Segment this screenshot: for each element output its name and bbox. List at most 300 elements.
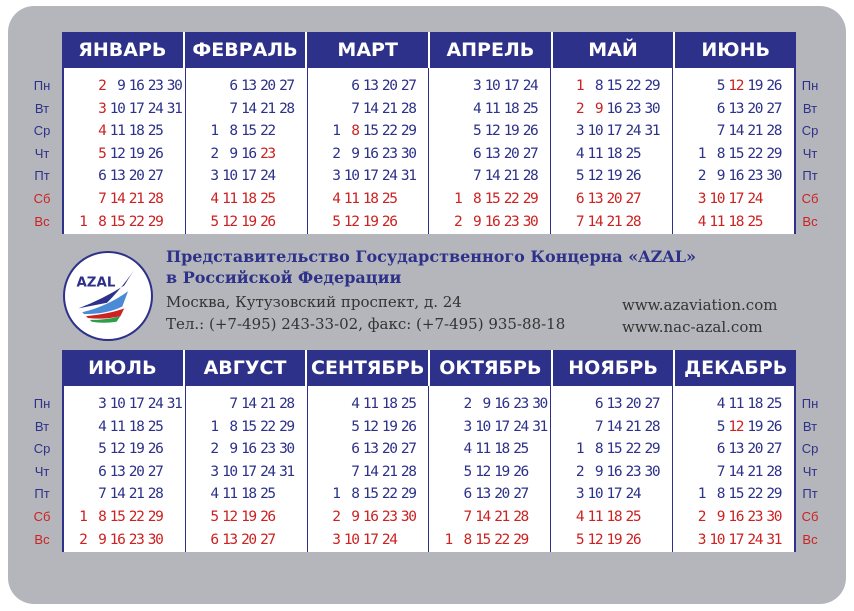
day-cell: 3 — [210, 168, 218, 185]
day-cell: 13 — [362, 441, 378, 458]
day-cell — [397, 529, 416, 552]
weekday-label: Пн — [801, 78, 819, 93]
day-cell: 4 — [210, 190, 218, 207]
day-cell: 19 — [128, 145, 144, 162]
day-cell: 8 — [463, 531, 471, 548]
day-cell: 18 — [494, 441, 509, 458]
day-cell: 11 — [484, 100, 500, 117]
day-cell: 23 — [381, 508, 397, 525]
day-cell — [321, 461, 340, 484]
week-row — [186, 120, 307, 143]
day-cell: 29 — [644, 441, 660, 458]
day-cell — [162, 120, 181, 143]
day-cell — [67, 438, 86, 461]
day-cell: 11 — [362, 396, 378, 412]
week-row — [551, 393, 672, 416]
day-cell: 21 — [606, 213, 622, 230]
day-cell: 6 — [98, 463, 106, 480]
day-cell: 13 — [728, 100, 744, 117]
day-cell: 29 — [766, 145, 782, 162]
month-header: ФЕВРАЛЬ — [185, 32, 308, 68]
day-cell: 29 — [147, 213, 163, 230]
day-cell: 13 — [109, 463, 125, 480]
week-row — [673, 438, 794, 461]
week-row — [64, 461, 185, 484]
week-row — [186, 416, 307, 439]
day-cell: 12 — [222, 213, 237, 230]
day-cell: 28 — [766, 123, 782, 140]
day-cell: 23 — [260, 441, 275, 458]
week-row — [673, 416, 794, 439]
day-cell: 9 — [351, 145, 359, 162]
day-cell — [397, 188, 416, 211]
weekday-label: Вт — [802, 100, 818, 116]
day-cell: 29 — [147, 508, 163, 525]
day-cell: 21 — [260, 100, 275, 117]
day-cell: 13 — [475, 486, 490, 503]
day-cell: 13 — [484, 145, 500, 162]
day-cell: 7 — [229, 100, 237, 117]
day-cell: 16 — [728, 508, 744, 525]
weekday-label: Чт — [34, 145, 50, 161]
day-cell: 21 — [381, 463, 397, 480]
day-cell: 27 — [279, 78, 294, 94]
week-row — [429, 211, 550, 234]
day-cell: 9 — [716, 508, 725, 525]
day-cell: 6 — [594, 396, 603, 412]
website-link-2[interactable]: www.nac-azal.com — [622, 318, 763, 336]
day-cell: 3 — [210, 463, 218, 480]
day-cell: 12 — [728, 78, 744, 94]
weekday-label: Вс — [802, 213, 818, 229]
day-cell: 2 — [210, 145, 218, 162]
day-cell: 4 — [463, 441, 471, 458]
day-cell: 13 — [109, 168, 125, 185]
day-cell: 22 — [625, 441, 641, 458]
day-cell: 11 — [728, 396, 744, 412]
day-cell: 26 — [625, 531, 641, 548]
day-cell: 21 — [381, 100, 397, 117]
day-cell: 17 — [606, 123, 622, 140]
week-row — [551, 461, 672, 484]
day-cell: 16 — [362, 145, 378, 162]
day-cell — [442, 143, 461, 166]
website-link-1[interactable]: www.azaviation.com — [622, 296, 778, 314]
week-row — [673, 529, 794, 552]
day-cell: 26 — [766, 418, 782, 435]
day-cell: 12 — [109, 441, 125, 458]
day-cell: 18 — [128, 418, 144, 435]
month-header: МАРТ — [307, 32, 430, 68]
day-cell: 11 — [475, 441, 490, 458]
day-cell: 8 — [229, 123, 237, 140]
day-cell: 27 — [644, 396, 660, 412]
day-cell: 22 — [128, 508, 144, 525]
day-cell: 12 — [587, 168, 603, 185]
day-cell: 30 — [166, 78, 182, 94]
day-cell: 30 — [147, 531, 163, 548]
week-row — [673, 506, 794, 529]
day-cell: 22 — [381, 123, 397, 140]
day-cell: 4 — [575, 508, 584, 525]
day-cell: 3 — [697, 531, 706, 548]
week-row — [186, 483, 307, 506]
month-days — [308, 386, 430, 552]
day-cell — [442, 165, 461, 188]
day-cell: 28 — [400, 463, 416, 480]
day-cell: 3 — [332, 531, 340, 548]
day-cell — [199, 98, 218, 121]
day-cell: 17 — [362, 168, 378, 185]
day-cell: 15 — [728, 486, 744, 503]
day-cell: 2 — [463, 396, 471, 412]
day-cell: 24 — [747, 531, 763, 548]
day-cell — [442, 75, 461, 98]
day-cell: 14 — [362, 100, 378, 117]
day-cell: 24 — [747, 190, 763, 207]
day-cell: 15 — [362, 123, 378, 140]
day-cell: 30 — [644, 100, 660, 117]
day-cell — [275, 120, 294, 143]
day-cell: 17 — [128, 396, 144, 412]
day-cell: 26 — [513, 463, 528, 480]
day-cell: 19 — [128, 441, 144, 458]
week-row — [673, 188, 794, 211]
week-row — [673, 143, 794, 166]
week-row — [186, 211, 307, 234]
day-cell: 19 — [606, 531, 622, 548]
day-cell: 20 — [494, 486, 509, 503]
day-cell: 13 — [728, 441, 744, 458]
day-cell: 31 — [644, 123, 660, 140]
week-row — [551, 143, 672, 166]
day-cell: 25 — [400, 396, 416, 412]
week-row — [429, 483, 550, 506]
week-row — [64, 98, 185, 121]
day-cell — [162, 438, 181, 461]
weekday-label: Вс — [34, 213, 50, 229]
day-cell: 22 — [260, 418, 275, 435]
weekday-label: Ср — [801, 441, 819, 457]
weekday-label: Ср — [33, 123, 51, 139]
bottom-left-weekday-labels — [22, 393, 62, 551]
day-cell: 6 — [463, 486, 471, 503]
day-cell: 8 — [229, 418, 237, 435]
day-cell: 24 — [381, 531, 397, 548]
day-cell: 16 — [606, 463, 622, 480]
day-cell: 22 — [260, 123, 275, 140]
day-cell: 9 — [594, 463, 603, 480]
day-cell: 27 — [766, 100, 782, 117]
day-cell: 12 — [587, 531, 603, 548]
week-row — [429, 143, 550, 166]
day-cell: 27 — [766, 441, 782, 458]
day-cell: 17 — [503, 78, 519, 94]
day-cell: 29 — [279, 418, 294, 435]
day-cell: 7 — [98, 190, 106, 207]
week-row — [551, 416, 672, 439]
day-cell: 1 — [332, 123, 340, 140]
day-cell: 7 — [229, 396, 237, 412]
day-cell: 15 — [484, 190, 500, 207]
week-row — [551, 483, 672, 506]
day-cell: 5 — [210, 508, 218, 525]
day-cell: 24 — [522, 78, 538, 94]
day-cell: 5 — [716, 418, 725, 435]
day-cell: 9 — [716, 168, 725, 185]
week-row — [551, 188, 672, 211]
week-row — [551, 120, 672, 143]
top-month-grid — [62, 68, 796, 234]
week-row — [64, 188, 185, 211]
day-cell: 31 — [166, 100, 182, 117]
day-cell: 22 — [747, 486, 763, 503]
day-cell: 6 — [716, 100, 725, 117]
day-cell: 20 — [260, 78, 275, 94]
day-cell: 3 — [98, 100, 106, 117]
day-cell: 14 — [362, 463, 378, 480]
day-cell: 18 — [128, 123, 144, 140]
company-info — [8, 245, 846, 345]
day-cell: 23 — [747, 168, 763, 185]
day-cell: 10 — [109, 396, 125, 412]
weekday-label: Сб — [801, 190, 819, 206]
month-header: АВГУСТ — [185, 350, 308, 386]
day-cell: 9 — [229, 145, 237, 162]
day-cell: 11 — [343, 190, 359, 207]
day-cell: 6 — [98, 168, 106, 185]
month-header: СЕНТЯБРЬ — [307, 350, 430, 386]
day-cell: 21 — [625, 418, 641, 435]
week-row — [186, 188, 307, 211]
day-cell: 2 — [454, 213, 462, 230]
day-cell: 11 — [587, 508, 603, 525]
day-cell: 9 — [117, 78, 125, 94]
week-row — [673, 461, 794, 484]
company-name-line2: в Российской Федерации — [166, 268, 402, 287]
day-cell — [321, 98, 340, 121]
day-cell — [162, 483, 181, 506]
day-cell: 4 — [210, 486, 218, 503]
day-cell: 1 — [697, 145, 706, 162]
company-name-line1: Представительство Государственного Концерна «AZAL» — [166, 247, 696, 266]
day-cell: 7 — [463, 508, 471, 525]
month-days — [64, 68, 186, 234]
company-address: Москва, Кутузовский проспект, д. 24 — [166, 293, 462, 311]
day-cell: 25 — [147, 123, 163, 140]
day-cell: 11 — [109, 418, 125, 435]
day-cell: 25 — [625, 145, 641, 162]
week-row — [64, 529, 185, 552]
day-cell — [162, 188, 181, 211]
day-cell: 8 — [473, 190, 481, 207]
day-cell: 15 — [109, 508, 125, 525]
week-row — [551, 506, 672, 529]
month-header: ДЕКАБРЬ — [675, 350, 796, 386]
month-header: НОЯБРЬ — [553, 350, 676, 386]
week-row — [308, 211, 429, 234]
day-cell: 26 — [381, 213, 397, 230]
week-row — [186, 506, 307, 529]
day-cell: 23 — [625, 463, 641, 480]
day-cell — [275, 165, 294, 188]
day-cell: 14 — [587, 213, 603, 230]
day-cell — [564, 416, 583, 439]
week-row — [551, 75, 672, 98]
day-cell: 29 — [766, 486, 782, 503]
day-cell: 25 — [522, 100, 538, 117]
day-cell: 31 — [766, 531, 782, 548]
month-days — [186, 68, 308, 234]
day-cell: 5 — [716, 78, 725, 94]
day-cell: 1 — [332, 486, 340, 503]
day-cell: 10 — [709, 190, 725, 207]
day-cell: 16 — [128, 78, 144, 94]
day-cell: 22 — [625, 78, 641, 94]
day-cell: 29 — [644, 78, 660, 94]
day-cell: 19 — [747, 418, 763, 435]
day-cell: 27 — [260, 531, 275, 548]
day-cell: 28 — [400, 100, 416, 117]
week-row — [186, 529, 307, 552]
day-cell: 1 — [210, 123, 218, 140]
bottom-month-headers — [62, 350, 796, 386]
day-cell: 25 — [260, 486, 275, 503]
day-cell: 16 — [484, 213, 500, 230]
day-cell: 9 — [594, 100, 603, 117]
week-row — [186, 393, 307, 416]
day-cell: 20 — [381, 441, 397, 458]
day-cell: 9 — [351, 508, 359, 525]
day-cell: 20 — [747, 441, 763, 458]
week-row — [308, 143, 429, 166]
day-cell: 23 — [503, 213, 519, 230]
weekday-label: Чт — [802, 145, 818, 161]
day-cell: 10 — [587, 123, 603, 140]
day-cell — [275, 506, 294, 529]
day-cell: 1 — [444, 531, 452, 548]
day-cell: 9 — [482, 396, 490, 412]
day-cell: 31 — [400, 168, 416, 185]
day-cell — [686, 461, 705, 484]
day-cell: 9 — [229, 441, 237, 458]
week-row — [429, 506, 550, 529]
day-cell: 22 — [381, 486, 397, 503]
day-cell: 10 — [343, 168, 359, 185]
week-row — [64, 120, 185, 143]
day-cell: 17 — [606, 486, 622, 503]
day-cell — [564, 393, 583, 416]
week-row — [64, 393, 185, 416]
day-cell: 26 — [522, 123, 538, 140]
bottom-right-weekday-labels — [790, 393, 830, 551]
weekday-label: Чт — [802, 463, 818, 479]
day-cell — [442, 98, 461, 121]
day-cell — [321, 438, 340, 461]
weekday-label: Пн — [33, 78, 51, 93]
day-cell — [528, 461, 547, 484]
day-cell: 2 — [98, 78, 106, 94]
day-cell: 8 — [716, 486, 725, 503]
week-row — [308, 416, 429, 439]
day-cell: 21 — [128, 190, 144, 207]
day-cell: 14 — [241, 100, 256, 117]
day-cell: 16 — [494, 396, 509, 412]
day-cell: 29 — [513, 531, 528, 548]
day-cell: 7 — [98, 486, 106, 503]
month-days — [64, 386, 186, 552]
weekday-label: Вт — [802, 418, 818, 434]
day-cell: 11 — [109, 123, 125, 140]
week-row — [308, 483, 429, 506]
day-cell: 10 — [222, 463, 237, 480]
day-cell: 27 — [513, 486, 528, 503]
day-cell: 1 — [454, 190, 462, 207]
day-cell: 3 — [332, 168, 340, 185]
day-cell: 27 — [400, 441, 416, 458]
day-cell: 15 — [606, 441, 622, 458]
day-cell: 5 — [210, 213, 218, 230]
day-cell: 6 — [575, 190, 584, 207]
day-cell: 15 — [241, 418, 256, 435]
day-cell: 30 — [279, 441, 294, 458]
weekday-label: Вс — [802, 531, 818, 547]
week-row — [186, 461, 307, 484]
day-cell: 7 — [351, 463, 359, 480]
day-cell: 30 — [400, 145, 416, 162]
week-row — [673, 393, 794, 416]
day-cell: 9 — [98, 531, 106, 548]
day-cell: 21 — [494, 508, 509, 525]
day-cell: 12 — [484, 123, 500, 140]
day-cell: 16 — [241, 441, 256, 458]
day-cell: 5 — [332, 213, 340, 230]
month-days — [308, 68, 430, 234]
day-cell: 16 — [728, 168, 744, 185]
day-cell — [162, 143, 181, 166]
day-cell — [397, 211, 416, 234]
day-cell: 3 — [575, 486, 584, 503]
day-cell: 18 — [241, 190, 256, 207]
week-row — [308, 506, 429, 529]
day-cell: 6 — [229, 78, 237, 94]
day-cell — [275, 529, 294, 552]
day-cell: 15 — [362, 486, 378, 503]
day-cell: 2 — [697, 508, 706, 525]
day-cell: 26 — [766, 78, 782, 94]
month-header: ИЮНЬ — [675, 32, 796, 68]
week-row — [429, 165, 550, 188]
weekday-label: Чт — [34, 463, 50, 479]
day-cell: 12 — [343, 213, 359, 230]
day-cell: 29 — [400, 486, 416, 503]
week-row — [551, 438, 672, 461]
day-cell: 17 — [728, 531, 744, 548]
day-cell: 23 — [381, 145, 397, 162]
day-cell: 11 — [222, 190, 237, 207]
day-cell: 19 — [606, 168, 622, 185]
day-cell: 1 — [79, 213, 87, 230]
day-cell — [433, 461, 452, 484]
day-cell — [528, 483, 547, 506]
day-cell: 18 — [503, 100, 519, 117]
week-row — [429, 75, 550, 98]
day-cell: 18 — [362, 190, 378, 207]
day-cell: 16 — [362, 508, 378, 525]
day-cell: 25 — [747, 213, 763, 230]
weekday-label: Сб — [33, 508, 51, 524]
day-cell: 30 — [532, 396, 547, 412]
